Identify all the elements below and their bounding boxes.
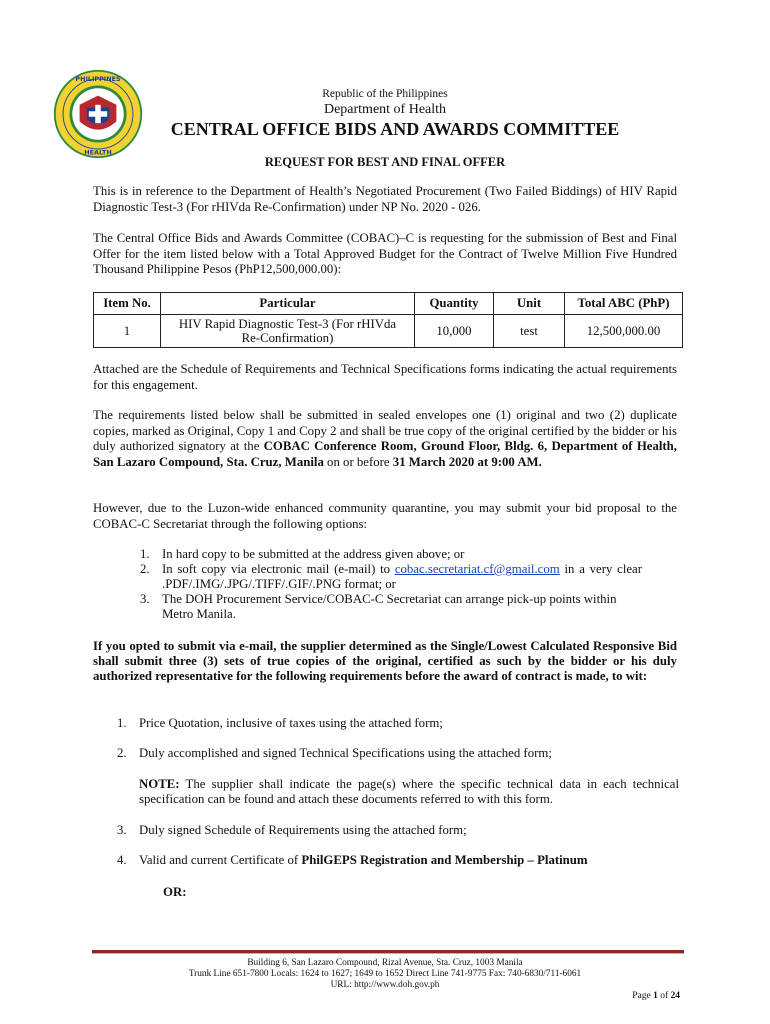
- requirements-text: The requirements listed below shall be submitted in sealed envelopes one (1) original and two (2) duplicate copies, marked as Original, Copy 1 and Copy 2 and shall be true copy of the original certified by the bidder or his duly authorized signatory at the: [93, 408, 677, 453]
- list-item: [140, 592, 642, 622]
- page-number: [632, 991, 680, 1001]
- list-item: [140, 547, 642, 562]
- list-item: [117, 853, 682, 868]
- list-item: [117, 746, 682, 761]
- list-number: 2.: [117, 746, 127, 760]
- page-of: of: [657, 991, 671, 1001]
- requirements-paragraph: [93, 408, 677, 470]
- submission-deadline: 31 March 2020 at 9:00 AM.: [392, 454, 542, 469]
- requirements-list-item-2: [117, 746, 682, 761]
- svg-text:HEALTH: HEALTH: [84, 148, 112, 157]
- list-number: 3.: [140, 592, 150, 606]
- requirement-text: Duly signed Schedule of Requirements using the attached form;: [139, 823, 467, 837]
- philgeps-requirement: PhilGEPS Registration and Membership – Platinum: [301, 853, 588, 867]
- quarantine-paragraph: However, due to the Luzon-wide enhanced community quarantine, you may submit your bid proposal to the COBAC-C Secretariat through the following options:: [93, 501, 677, 531]
- requirements-list: [117, 716, 682, 731]
- col-unit: Unit: [494, 293, 565, 315]
- email-link[interactable]: cobac.secretariat.cf@gmail.com: [394, 562, 560, 576]
- or-label: OR:: [163, 885, 187, 899]
- cell-total-abc: 12,500,000.00: [565, 315, 683, 348]
- particular-line-2: Re-Confirmation): [241, 331, 334, 345]
- list-item: [140, 562, 642, 592]
- option-text: In hard copy to be submitted at the address given above; or: [162, 547, 465, 561]
- cell-unit: test: [494, 315, 565, 348]
- footer-address: Building 6, San Lazaro Compound, Rizal Avenue, Sta. Cruz, 1003 Manila: [247, 958, 523, 968]
- footer-url: URL: http://www.doh.gov.ph: [330, 980, 440, 990]
- col-particular: Particular: [161, 293, 415, 315]
- list-number: 2.: [140, 562, 150, 576]
- footer-phone: Trunk Line 651-7800 Locals: 1624 to 1627; 1649 to 1652 Direct Line 741-9775 Fax: 740-6830/711-6061: [188, 969, 582, 979]
- cell-particular: [161, 315, 415, 348]
- option-text: In soft copy via electronic mail (e-mail) to: [162, 562, 395, 576]
- submission-location: COBAC Conference Room, Ground Floor, Bldg. 6, Department of Health, San Lazaro Compound, Sta. Cruz, Manila: [93, 439, 677, 469]
- request-paragraph: The Central Office Bids and Awards Committee (COBAC)–C is requesting for the submission of Best and Final Offer for the item listed below with a Total Approved Budget for the Contract of Twelve Million Five Hundred Thousand Philippine Pesos (PhP12,500,000.00):: [93, 231, 677, 276]
- list-item: [117, 823, 682, 838]
- department-heading: Department of Health: [323, 102, 447, 117]
- requirement-text: Price Quotation, inclusive of taxes using the attached form;: [139, 716, 443, 730]
- items-table: [93, 292, 683, 348]
- svg-text:PHILIPPINES: PHILIPPINES: [75, 74, 121, 83]
- option-text: The DOH Procurement Service/COBAC-C Secretariat can arrange pick-up points within Metro Manila.: [162, 592, 617, 621]
- col-item-no: Item No.: [94, 293, 161, 315]
- page-label: Page: [632, 991, 654, 1001]
- note-text: The supplier shall indicate the page(s) where the specific technical data in each technical specification can be found and attach these documents referred to with this form.: [139, 777, 679, 806]
- cell-quantity: 10,000: [415, 315, 494, 348]
- list-number: 3.: [117, 823, 127, 837]
- list-number: 4.: [117, 853, 127, 867]
- cell-item-no: 1: [94, 315, 161, 348]
- reference-paragraph: This is in reference to the Department of Health’s Negotiated Procurement (Two Failed Biddings) of HIV Rapid Diagnostic Test-3 (For rHIVda Re-Confirmation) under NP No. 2020 - 026.: [93, 184, 677, 214]
- submission-options-list: [140, 547, 642, 622]
- list-item: [117, 716, 682, 731]
- doh-seal-logo: [52, 68, 144, 160]
- col-quantity: Quantity: [415, 293, 494, 315]
- requirements-list-item-4: [117, 853, 682, 868]
- requirement-text: Valid and current Certificate of: [139, 853, 302, 867]
- republic-heading: Republic of the Philippines: [322, 88, 448, 100]
- requirements-mid-text: on or before: [323, 454, 393, 469]
- email-submission-paragraph: If you opted to submit via e-mail, the supplier determined as the Single/Lowest Calculated Responsive Bid shall submit three (3) sets of true copies of the original, certified as such by the bidder or his duly authorized representative for the following requirements before the award of contract is made, to wit:: [93, 639, 677, 683]
- requirements-list-item-3: [117, 823, 682, 838]
- col-total-abc: Total ABC (PhP): [565, 293, 683, 315]
- page-current: 1: [653, 991, 658, 1001]
- requirement-text: Duly accomplished and signed Technical Specifications using the attached form;: [139, 746, 552, 760]
- note-paragraph: [139, 777, 679, 807]
- committee-heading: CENTRAL OFFICE BIDS AND AWARDS COMMITTEE: [170, 119, 620, 139]
- table-header-row: [94, 293, 683, 315]
- page-total: 24: [670, 991, 680, 1001]
- list-number: 1.: [117, 716, 127, 730]
- attached-paragraph: Attached are the Schedule of Requirements and Technical Specifications forms indicating the actual requirements for this engagement.: [93, 362, 677, 392]
- list-number: 1.: [140, 547, 150, 561]
- option-text: in a very clear .PDF/.IMG/.JPG/.TIFF/.GIF/.PNG format; or: [162, 562, 642, 591]
- footer-divider: [92, 950, 684, 954]
- document-title: REQUEST FOR BEST AND FINAL OFFER: [264, 155, 506, 169]
- note-label: NOTE:: [139, 777, 180, 791]
- table-row: [94, 315, 683, 348]
- particular-line-1: HIV Rapid Diagnostic Test-3 (For rHIVda: [178, 317, 397, 331]
